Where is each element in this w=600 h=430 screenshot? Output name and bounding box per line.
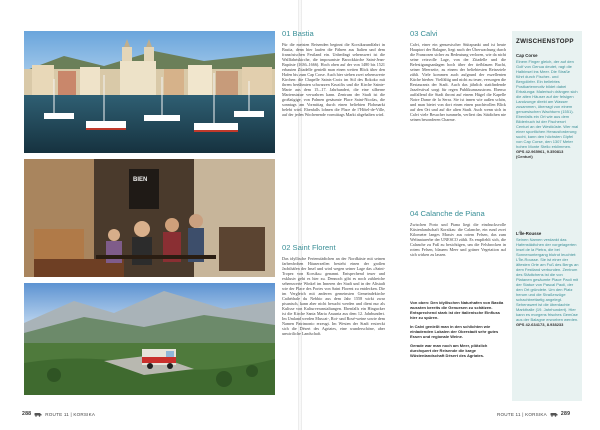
footer-right — [497, 411, 570, 417]
bastia-harbour-photo — [24, 31, 275, 153]
left-page — [0, 0, 299, 430]
section-bastia — [282, 30, 385, 117]
bastia-harbour-illustration — [24, 31, 275, 153]
section-body: Calvi, einer ein genuesischer Stützpunkt und ist heute Hauptort der Balagne, liegt nach der Überwachung durch die Franzosen sicher zu Bedeutung verloren, wie da nicht seine reizvolle Lage, von der Zitadelle und die Befestigungsanlagen hoch über der tiefblauen Bucht, seiner Meerseite, zu einem der beliebtesten Reiseziele zählt. Viele kommen auch aufgrund der exzellenten Küche hierher. Vielfältig und nicht zu teuer, versorgen die Restaurants der Stadt. Auch das jährlich stattfindende Jazzfestival sorgt für regen Publikumszustrom. Ebenso auffallend die Stadt thront auf einem Hügel die Kapelle Notre Dame de la Serra. Sie ist innen wie außen schön, und man bietet von dort einen einen prachtvollen Blick auf den Ort und auf die alten Stadt. Auch wenn sich in Calvi viele Besucher tummeln, verliert das Städtchen nie seinen besonderen Charme. — [410, 41, 507, 123]
section-body: Das idyllische Ferienstädtchen an der Nordküste mit seinen farbenfrohen Häuserzeilen besteht einen der großen Jachthäfen der Insel und wird wegen seiner Lage das »Saint-Tropez von Korsika« genannt. Entspechend teuer und exklusiv geht es hier zu. Dennoch gibt es noch zahlreiche sehenswerte Winkel im Inneren der Stadt und in der Altstadt wie der Place des Portes von Saint Florent zu entdecken. Die im Vergleich mit anderen gemeinsten Gemeindekirche Cathédrale du Nebbio aus dem Jahr 1558 wirkt zwar pisanisch, kann aber nicht besucht werden und dient nur als Kulisse von Kulturveranstaltungen. Ebenfalls ein Hingucker ist die Kirche Santa Maria Assunta aus dem 12. Jahrhundert. Im Umland werden Muscat-, Rot- und Rosé-weine sowie dem Namen Patrimonio erzeugt. Im Westen der Stadt erstreckt sich die Désert des Agriates, eine wunderschöne, aber unwirtliche Landschaft. — [282, 255, 385, 337]
coastal-camper-photo — [24, 283, 275, 395]
section-body: Zwischen Porto und Piana liegt die eindrucksvolle Küstenlandschaft Korsikas: die Calanche, ein rund zwei Kilometer langes Massiv aus rotem Felsen, das zum Weltnaturerbe der UNESCO zählt. Es empfiehlt sich, die Calanche zu Fuß zu besichtigen, um die Felsbrocken in rotem Felsen, blauem Meer und grüner Vegetation auf sich wirken zu lassen. — [410, 221, 506, 257]
page-number-right: 289 — [560, 411, 571, 417]
entry-gps: GPS 42.965961, 9.350813 (Centuri) — [516, 149, 564, 159]
photo-captions — [410, 300, 506, 358]
route-label-right: ROUTE 11 | KORSIKA — [497, 411, 547, 417]
caption-3: Gerade war man noch am Meer, plötzlich durchquert der Reisende die karge Wüstenlandschaft Désert des Agriates. — [410, 343, 488, 358]
section-body: Für die meisten Reisenden beginnt die Korsikarundfahrt in Bastia, denn hier laufen die Fähren aus Italien und dem französischen Festland ein. Unbedingt sehenswert ist die Wallfahrtskirche, die imposantste Barockkirche Saint-Jean-Baptiste (1636–1666). Hoch oben auf der von 1480 bis 1521 erbauten Zitadelle genießt man einen weiten Blick über den Hafen bis zum Cap Corse. Auch hier stehen zwei sehenswerte Kirchen: die Chapelle Saints-Croix im Stil des Rokoko mit ihrem berühmten schwarzen Kruzifix und die Kirche Sainte-Marie aus dem 15.–17. Jahrhundert, die eine silberne Marienstatue verwahren kann. Zentrum der Stadt ist die großzügige, von Palmen gesäumte Place Saint-Nicolas, die sonntags am Vormittag durch einen beliebten Flohmarkt belebt wird. Ebenfalls lohnen die Place de l’Hôtel-de-Ville, auf der jeden Wochenende vormittags Markt abgehalten wird. — [282, 41, 385, 118]
camper-icon — [34, 412, 42, 417]
section-calanche — [410, 210, 506, 257]
section-calvi — [410, 30, 506, 122]
entry-title: Cap Corse — [516, 53, 538, 58]
svg-text:BIEN: BIEN — [133, 177, 148, 183]
sidebar-entry-ile-rousse — [516, 231, 579, 327]
street-cafe-photo — [24, 159, 275, 277]
page-number-left: 288 — [22, 411, 32, 417]
caption-2: In Calvi genießt man in den schlichten wie einladenden Lokalen der Oberstadt sehr gutes Essen und regionale Weine. — [410, 324, 499, 339]
footer-left — [22, 411, 95, 417]
sidebar-entry-cap-corse — [516, 53, 579, 159]
section-heading: 01 Bastia — [282, 29, 314, 38]
entry-body: Einem Finger gleich, der auf den Golf von Genua deutet, ragt die Halbinsel ins Meer. Die Straße führt durch Fischer- und Bergdörfer. Ein beliebtes Postkartenmotiv bildet dabei Erbalunga: Malerisch drängen sich die alten Häuser auf der felsigen Landzunge direkt am Wasser zusammen, überragt von einem genuesischen Wachturm (1551). Ebenfalls ein Ort wie aus dem Bilderbuch ist der Fischerort Centuri an der Westküste. Wer mal einer sportlichen Herausforderung sucht, kann den höchsten Gipfel von Cap Corse, den 1307 Meter hohen Monte Stello erklimmen. — [516, 59, 579, 149]
section-heading: 02 Saint Florent — [282, 243, 336, 252]
section-heading: 04 Calanche de Piana — [410, 209, 485, 218]
entry-title: L’Île-Rousse — [516, 231, 542, 236]
street-cafe-illustration — [24, 159, 275, 277]
entry-body: Seinen Namen verdankt das Hafenstädtchen der vorgelagerten Insel de la Pietra, die bei Sonnenuntergang blutrot leuchtet: L’Île-Rousse. Sie ist einer der ältesten Orte am Fuß des Bergs an dem Festland verbunden. Zentrum des Städtchens ist die von Platanen gesäumte Place Paoli mit der Statue von Pascal Paoli, der den Ort gründete. Um den Platz herum und die Straßenzüge schachbrettartig angelegt. Sehenswert ist die überdachte Markthalle (19. Jahrhundert). Hier kann es morgens frisches Gemüse aus der Balagne erworben werden. — [516, 237, 579, 322]
section-heading: 03 Calvi — [410, 29, 438, 38]
sidebar-title: ZWISCHENSTOPP — [516, 38, 574, 45]
coastal-camper-illustration — [24, 283, 275, 395]
camper-icon — [550, 412, 558, 417]
stopover-sidebar — [512, 31, 582, 401]
route-label-left: ROUTE 11 | KORSIKA — [45, 411, 96, 417]
entry-gps: GPS 42.634173, 8.938233 — [516, 322, 564, 327]
caption-1: Von oben: Den idyllischen Naturhafen von Bastia wussten bereits die Genuesen zu schätzen. Entsprechend stark ist der italienische Einfluss hier zu spüren. — [410, 300, 504, 320]
section-saint-florent — [282, 244, 385, 336]
